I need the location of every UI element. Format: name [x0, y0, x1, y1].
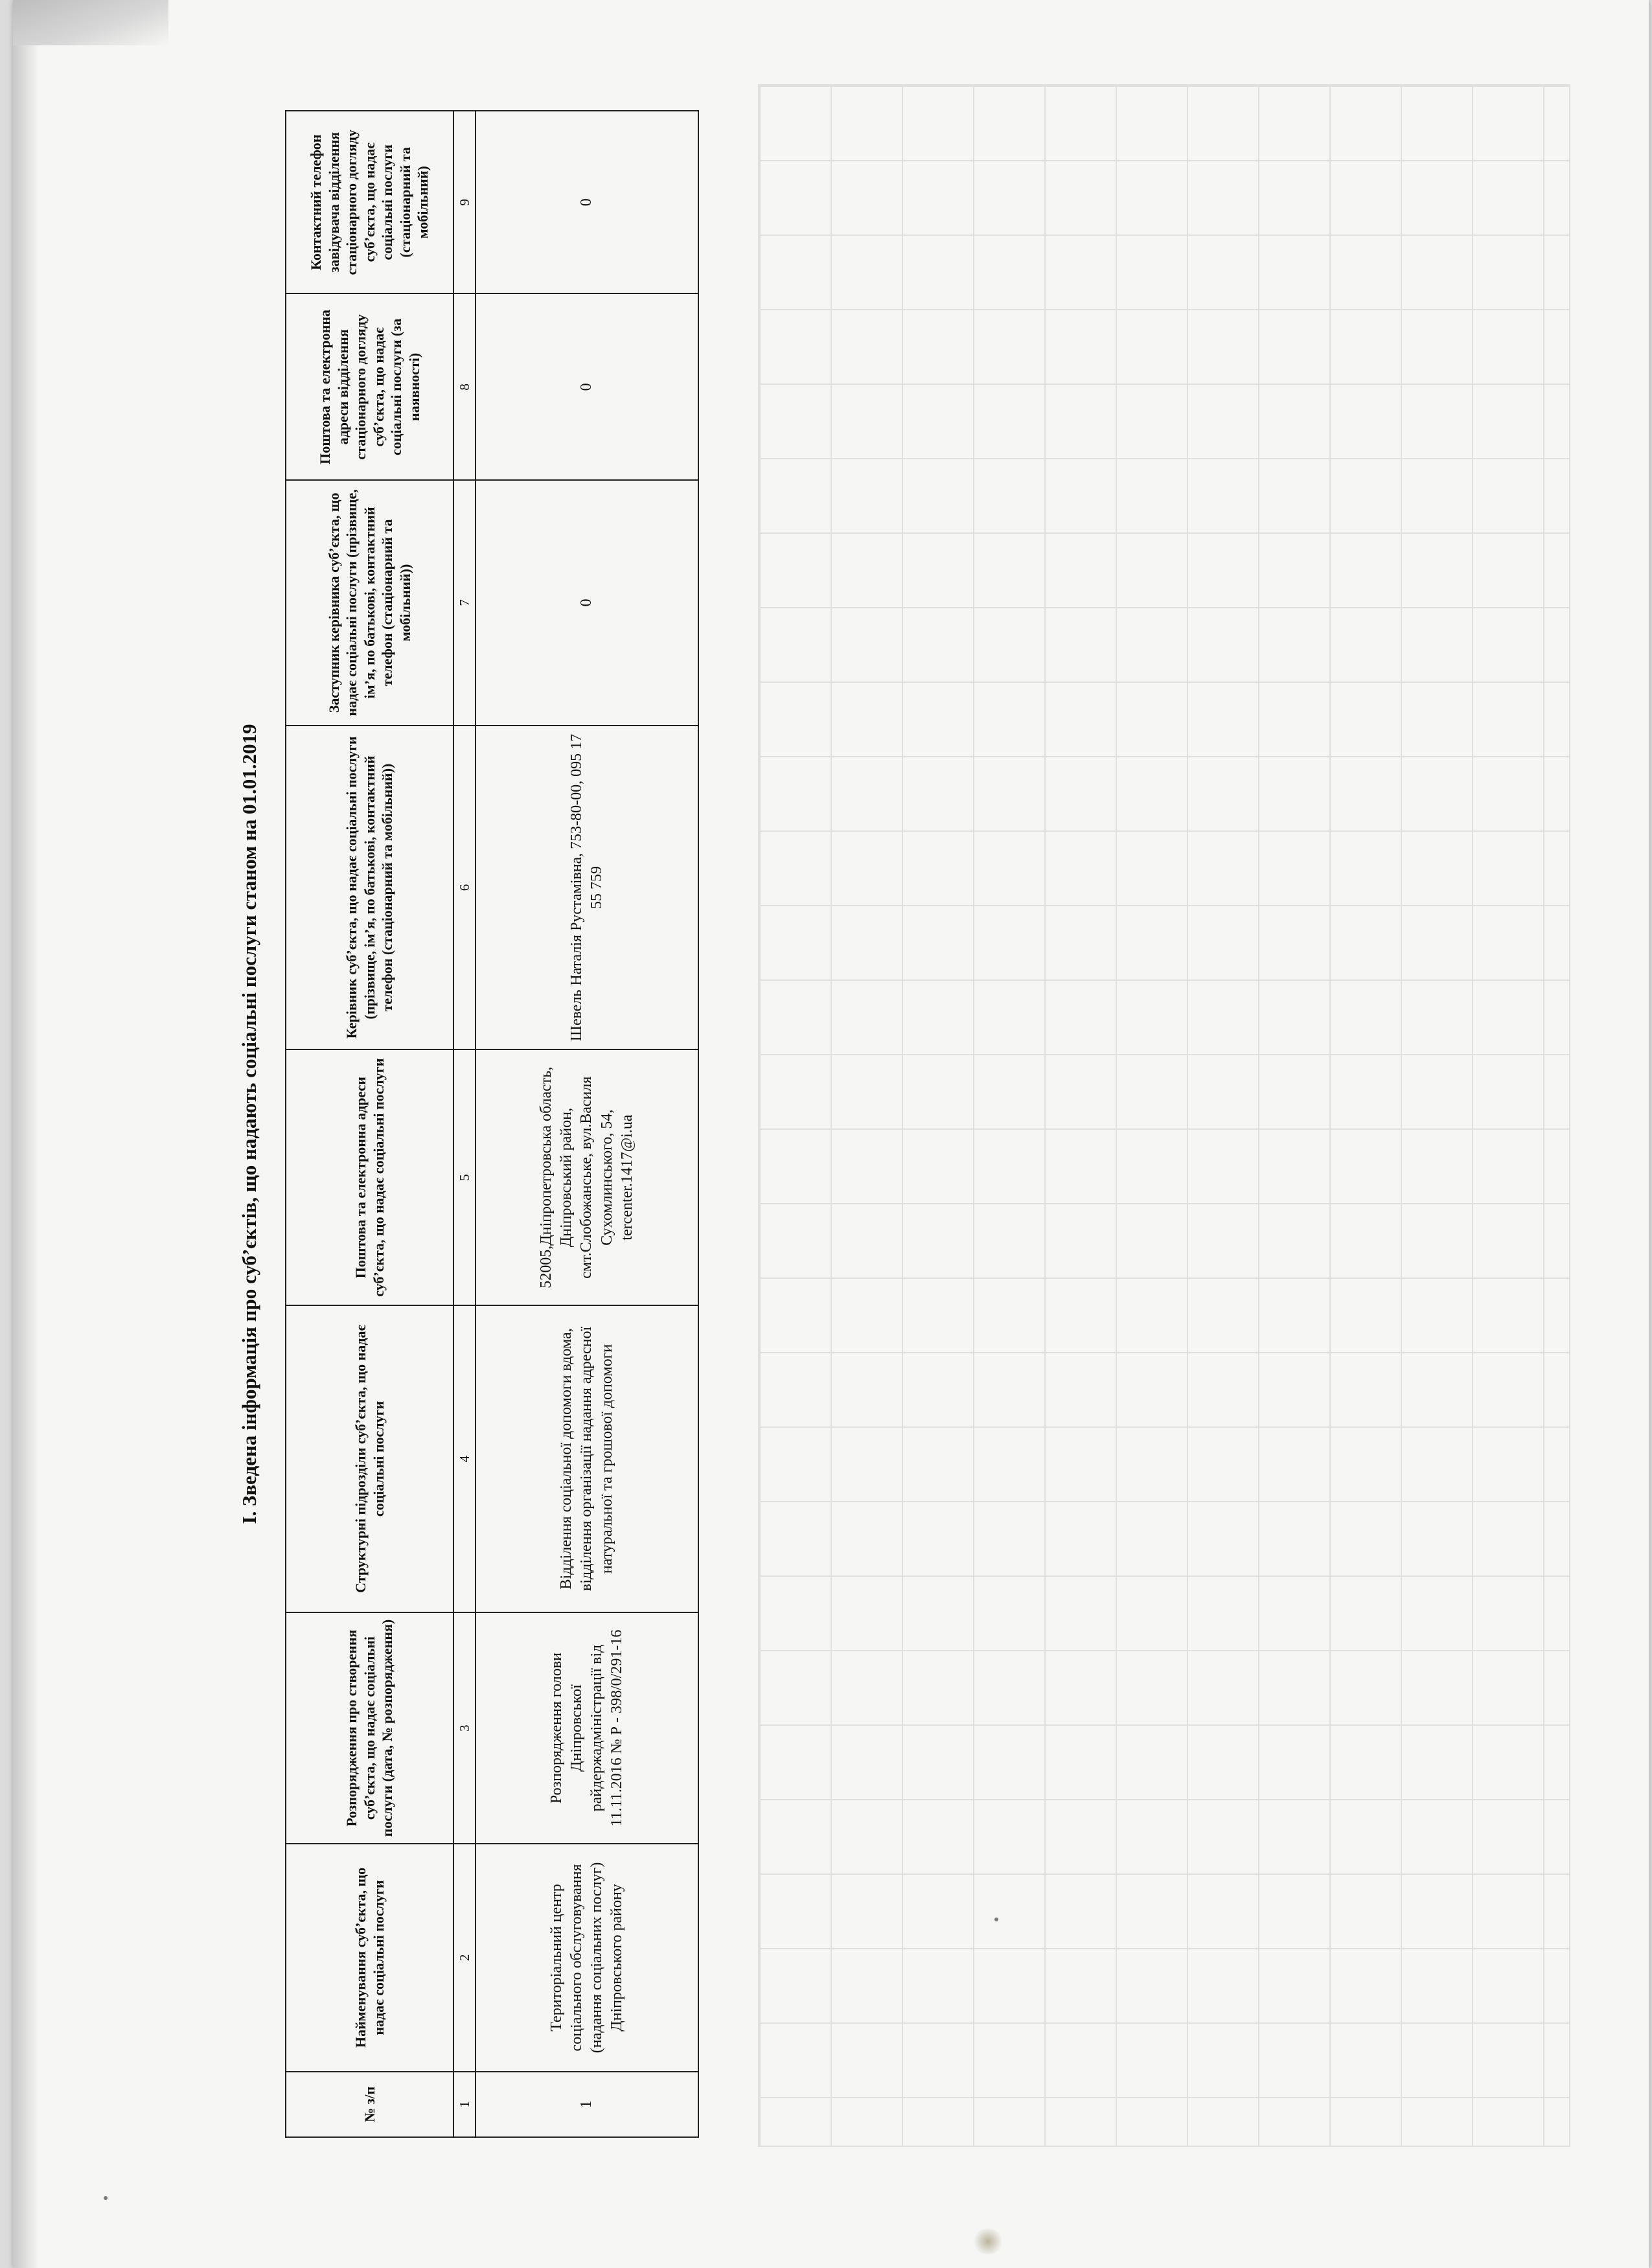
- column-number: 3: [453, 1612, 476, 1844]
- header-cell-number: № з/п: [286, 2072, 453, 2137]
- document-title: І. Зведена інформація про суб’єктів, що надають соціальні послуги станом на 01.01.2019: [238, 724, 260, 1524]
- column-number: 8: [453, 293, 476, 480]
- cell-head: Шевель Наталія Рустамівна, 753-80-00, 095 17 55 759: [476, 726, 698, 1050]
- page-edge-shadow: [13, 0, 39, 2268]
- column-number: 9: [453, 111, 476, 293]
- table-header-row: [286, 111, 453, 2137]
- subjects-info-table: [285, 110, 699, 2138]
- column-number: 4: [453, 1305, 476, 1612]
- table-row: [476, 111, 698, 2137]
- cell-structural-units: Відділення соціальної допомоги вдома, відділення організації надання адресної натуральної та грошової допомоги: [476, 1305, 698, 1612]
- header-cell-subject-name: Найменування суб’єкта, що надає соціальні послуги: [286, 1844, 453, 2072]
- column-number: 7: [453, 480, 476, 725]
- cell-inpatient-phone: 0: [476, 111, 698, 293]
- column-number: 1: [453, 2072, 476, 2137]
- header-cell-deputy-head: Заступник керівника суб’єкта, що надає соціальні послуги (прізвище, ім’я, по батькові, контактний телефон (стаціонарний та мобільний)): [286, 480, 453, 725]
- header-cell-inpatient-address: Поштова та електронна адреси відділення стаціонарного догляду суб’єкта, що надає соціальні послуги (за наявності): [286, 293, 453, 480]
- column-number: 5: [453, 1049, 476, 1305]
- cell-deputy-head: 0: [476, 480, 698, 725]
- header-cell-structural-units: Структурні підрозділи суб’єкта, що надає соціальні послуги: [286, 1305, 453, 1612]
- cell-postal-email-address: 52005,Дніпропетровська область, Дніпровський район, смт.Слобожанське, вул.Василя Сухомлинського, 54, tercenter.1417@i.ua: [476, 1049, 698, 1305]
- bleed-through-table: [758, 84, 1570, 2147]
- cell-creation-order: Розпорядження голови Дніпровської райдержадміністрації від 11.11.2016 № Р - 398/0/291-16: [476, 1612, 698, 1844]
- scan-speck: [994, 1918, 998, 1921]
- rotated-document-content: [220, 110, 719, 2138]
- scan-stain: [972, 2228, 1004, 2254]
- cell-inpatient-address: 0: [476, 293, 698, 480]
- scan-speck: [104, 2196, 108, 2200]
- column-number: 6: [453, 726, 476, 1050]
- column-number: 2: [453, 1844, 476, 2072]
- header-cell-head: Керівник суб’єкта, що надає соціальні послуги (прізвище, ім’я, по батькові, контактний телефон (стаціонарний та мобільний)): [286, 726, 453, 1050]
- header-cell-postal-email-address: Поштова та електронна адреси суб’єкта, що надає соціальні послуги: [286, 1049, 453, 1305]
- cell-number: 1: [476, 2072, 698, 2137]
- header-cell-inpatient-phone: Контактний телефон завідувача відділення стаціонарного догляду суб’єкта, що надає соціальні послуги (стаціонарний та мобільний): [286, 111, 453, 293]
- header-cell-creation-order: Розпорядження про створення суб’єкта, що надає соціальні послуги (дата, № розпорядження): [286, 1612, 453, 1844]
- page-corner-fold: [13, 0, 168, 45]
- column-number-row: [453, 111, 476, 2137]
- cell-subject-name: Територіальний центр соціального обслуговування (надання соціальних послуг) Дніпровського району: [476, 1844, 698, 2072]
